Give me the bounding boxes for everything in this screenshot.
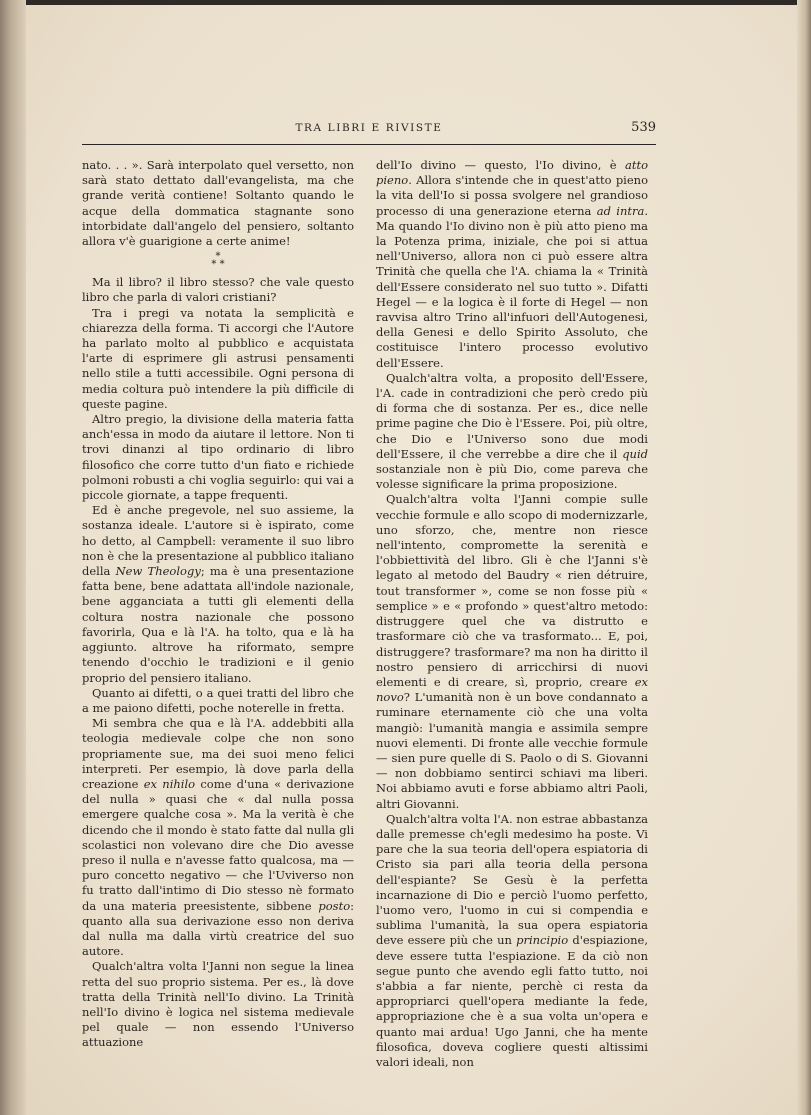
emphasis: ad intra [596, 203, 645, 218]
emphasis: posto [318, 898, 351, 913]
paragraph [82, 716, 354, 959]
right-column [376, 158, 648, 1070]
emphasis: New Theology [115, 564, 201, 579]
asterism-top: * [215, 251, 221, 263]
text-run: dell'Io divino — questo, l'Io divino, è [376, 158, 625, 172]
emphasis: ex nihilo [143, 776, 196, 791]
page-binding-edge [0, 0, 26, 1115]
text-run: Qualch'altra volta l'Janni compie sulle vecchie formule e allo scopo di modernizzarle, uno sforzo, che, mentre non riesce nell'intento, compromette la serenità e l'obbiettività del libro. Gli è che l'Janni s'è legato al metodo del Baudry « rien détruire, tout transformer », come se non fosse più « semplice » e « profondo » quest'altro metodo: distruggere quel che va distrutto e trasformare ciò che va trasformato... E, poi, distruggere? trasformare? ma non ha diritto il nostro pensiero di arricchirsi di nuovi elementi e di creare, sì, proprio, creare [376, 492, 648, 689]
text-run: ; ma è una presentazione fatta bene, bene adattata all'indole nazionale, bene agganciata a tutti gli elementi della coltura nostra nazionale che possono favorirla, Qua e là l'A. ha tolto, qua e là ha aggiunto. altrove ha riformato, sempre tenendo d'occhio le tradizioni e il genio proprio del pensiero italiano. [82, 564, 354, 685]
text-run: Qualch'altra volta l'A. non estrae abbastanza dalle premesse ch'egli medesimo ha poste. Vi pare che la sua teoria dell'opera espiatoria di Cristo sia pari alla teoria della persona dell'espiante? Se Gesù è la perfetta incarnazione di Dio e perciò l'uomo perfetto, l'uomo vero, l'uomo in cui si compendia e sublima l'umanità, la sua opera espiatoria deve essere più che un [376, 811, 648, 948]
running-title: TRA LIBRI E RIVISTE [295, 122, 443, 134]
text-run: . Ma quando l'Io divino non è più atto pieno ma la Potenza prima, iniziale, che poi si attua nell'Universo, allora non ci può essere altra Trinità che quella che l'A. chiama la « Trinità dell'Essere considerato nel suo tutto ». Difatti Hegel — e la logica è il forte di Hegel — non ravvisa altro Trino all'infuori dell'Autogenesi, della Genesi e dello Spirito Assoluto, che costituisce l'intero processo evolutivo dell'Essere. [376, 203, 649, 370]
page-top-edge [0, 0, 811, 5]
text-run: ? L'umanità non è un bove condannato a ruminare eternamente ciò che una volta mangiò: l'umanità mangia e assimila sempre nuovi elementi. Di fronte alle vecchie formule — sien pure quelle di S. Paolo o di S. Giovanni — non dobbiamo sentirci schiavi ma liberi. Noi abbiamo avuti e forse abbiamo altri Paoli, altri Giovanni. [376, 690, 648, 811]
emphasis: ex novo [376, 674, 648, 705]
page-outer-edge [797, 0, 811, 1115]
paragraph [376, 812, 648, 1070]
emphasis: atto pieno [376, 158, 648, 188]
paragraph [376, 371, 648, 493]
paragraph: Tra i pregi va notata la semplicità e chiarezza della forma. Ti accorgi che l'Autore ha parlato molto al pubblico e acquistata l'arte di esprimere gli astrusi pensamenti nello stile a tutti accessibile. Ogni persona di media coltura può intendere la più difficile di queste pagine. [82, 305, 354, 411]
text-run: sostanziale non è più Dio, come pareva che volesse significare la prima proposizione. [376, 462, 648, 492]
left-column [82, 158, 354, 1051]
emphasis: quid [622, 446, 648, 461]
asterism-bottom: * * [211, 259, 225, 271]
text-run: Qualch'altra volta, a proposito dell'Essere, l'A. cade in contradizioni che però credo più di forma che di sostanza. Per es., dice nelle prime pagine che Dio è l'Essere. Poi, più oltre, che Dio e l'Universo sono due modi dell'Essere, il che verrebbe a dire che il [376, 370, 648, 461]
text-run: : quanto alla sua derivazione esso non deriva dal nulla ma dalla virtù creatrice del suo autore. [82, 898, 354, 959]
text-run: Ed è anche pregevole, nel suo assieme, la sostanza ideale. L'autore si è ispirato, come ho detto, al Campbell: veramente il suo libro non è che la presentazione al pubblico italiano della [82, 503, 354, 579]
paragraph: Qualch'altra volta l'Janni non segue la linea retta del suo proprio sistema. Per es., là dove tratta della Trinità nell'Io divino. La Trinità nell'Io divino è logica nel sistema medievale pel quale — non essendo l'Universo attuazione [82, 959, 354, 1050]
text-run: . Allora s'intende che in quest'atto pieno la vita dell'Io si possa svolgere nel grandioso processo di una generazione eterna [376, 173, 648, 218]
paragraph: Altro pregio, la divisione della materia fatta anch'essa in modo da aiutare il lettore. Non ti trovi dinanzi al tipo ordinario di libro filosofico che corre tutto d'un fiato e richiede polmoni robusti a chi voglia seguirlo: qui vai a piccole giornate, a tappe frequenti. [82, 412, 354, 503]
paragraph [376, 492, 648, 811]
paragraph: Ma il libro? il libro stesso? che vale questo libro che parla di valori cristiani? [82, 275, 354, 305]
section-break-asterism [82, 253, 354, 269]
page-number: 539 [631, 120, 656, 135]
paragraph: nato. . . ». Sarà interpolato quel versetto, non sarà stato dettato dall'evangelista, ma che grande verità contiene! Soltanto quando le acque della dommatica stagnante sono intorbidate dall'angelo del pensiero, soltanto allora v'è guarigione a certe anime! [82, 158, 354, 249]
header-rule [82, 144, 656, 145]
paragraph [376, 158, 648, 371]
emphasis: principio [516, 933, 569, 948]
paragraph [82, 503, 354, 685]
paragraph: Quanto ai difetti, o a quei tratti del libro che a me paiono difetti, poche noterelle in fretta. [82, 685, 354, 715]
text-run: d'espiazione, deve essere tutta l'espiazione. E da ciò non segue punto che avendo egli fatto tutto, noi s'abbia a far niente, perchè ci resta da appropriarci quell'opera mediante la fede, appropriazione che è a sua volta un'opera e quanto mai ardua! Ugo Janni, che ha mente filosofica, doveva cogliere questi altissimi valori ideali, non [376, 933, 648, 1069]
running-header [82, 122, 656, 142]
text-run: come d'una « derivazione del nulla » quasi che « dal nulla possa emergere qualche cosa ». Ma la verità è che dicendo che il mondo è stato fatte dal nulla gli scolastici non volevano dire che Dio avesse preso il nulla e n'avesse fatto qualcosa, ma — puro concetto negativo — che l'Uviverso non fu tratto dall'intimo di Dio stesso nè formato da una materia preesistente, sibbene [82, 776, 354, 913]
text-run: Mi sembra che qua e là l'A. addebbiti alla teologia medievale colpe che non sono propriamente sue, ma dei suoi meno felici interpreti. Per esempio, là dove parla della creazione [82, 716, 354, 791]
